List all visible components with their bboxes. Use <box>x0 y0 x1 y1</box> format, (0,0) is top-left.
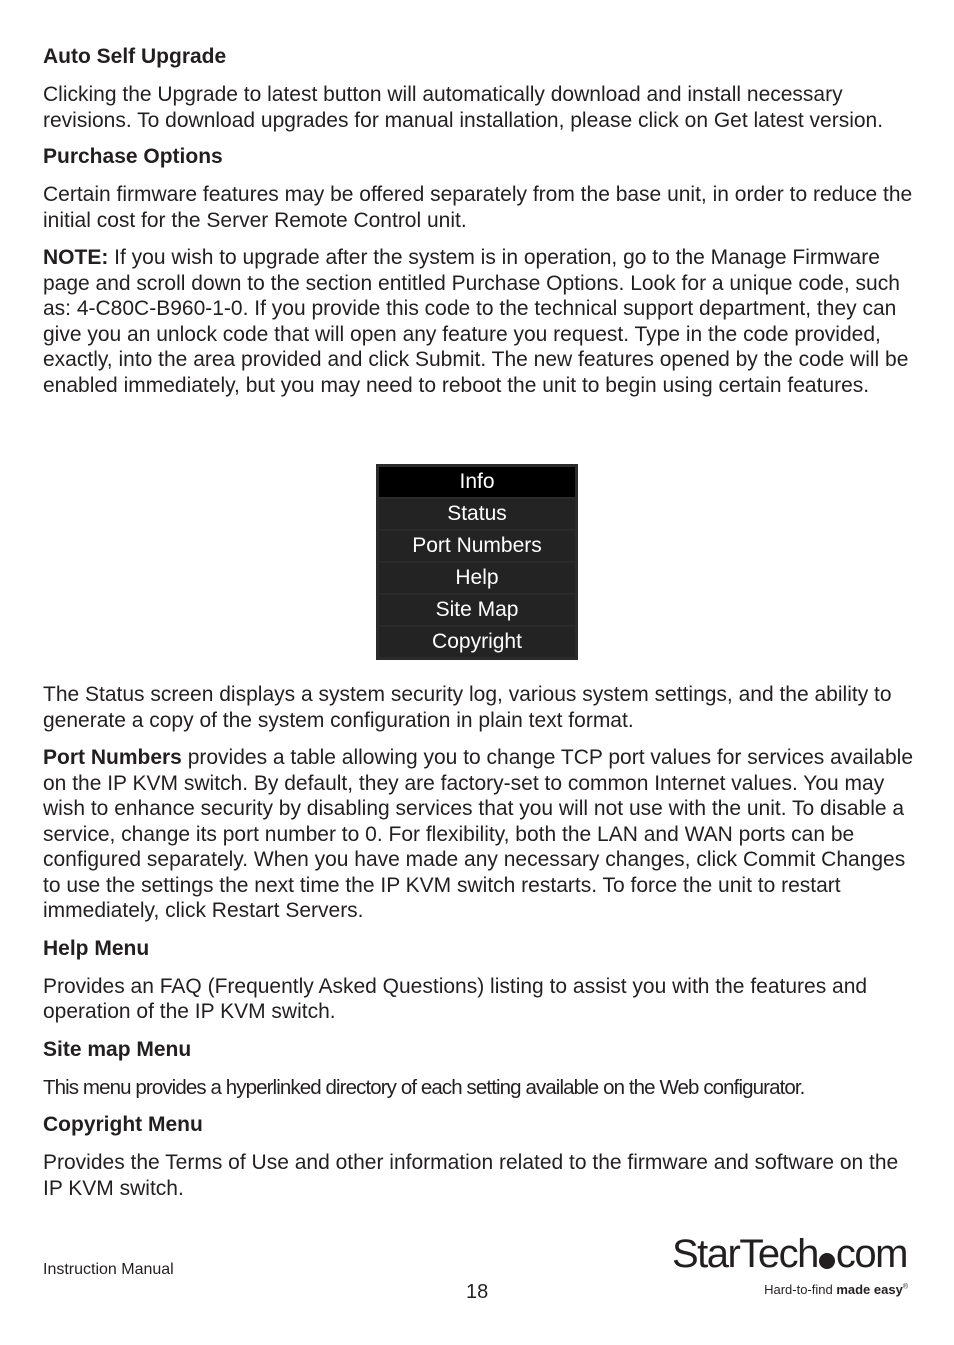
page-number: 18 <box>466 1281 489 1303</box>
logo-wordmark <box>672 1232 907 1276</box>
site-map-paragraph: This menu provides a hyperlinked directory of each setting available on the Web configurator. <box>43 1075 805 1099</box>
logo-dot-icon <box>819 1253 835 1269</box>
tagline-part-b: made easy <box>836 1282 903 1297</box>
lower-content <box>43 682 913 1201</box>
auto-upgrade-paragraph: Clicking the Upgrade to latest button will automatically download and install necessary revisions. To download upgrades for manual installation, please click on Get latest version. <box>43 83 884 132</box>
menu-item-status[interactable]: Status <box>379 499 575 529</box>
port-numbers-label: Port Numbers <box>43 746 182 769</box>
footer-manual-label: Instruction Manual <box>43 1261 174 1278</box>
heading-help-menu: Help Menu <box>43 936 150 960</box>
purchase-paragraph: Certain firmware features may be offered separately from the base unit, in order to reduce the initial cost for the Server Remote Control unit. <box>43 183 913 232</box>
help-paragraph: Provides an FAQ (Frequently Asked Questions) listing to assist you with the features and operation of the IP KVM switch. <box>43 974 868 1023</box>
startech-logo <box>672 1232 912 1302</box>
registered-mark: ® <box>902 1283 908 1291</box>
copyright-paragraph: Provides the Terms of Use and other information related to the firmware and software on the IP KVM switch. <box>43 1151 899 1200</box>
note-paragraph <box>43 245 913 398</box>
note-text: If you wish to upgrade after the system is in operation, go to the Manage Firmware page and scroll down to the section entitled Purchase Options. Look for a unique code, such as: 4-C80C-B960-1-0. If you provide this code to the technical support department, they can give you an unlock code that will open any feature you request. Type in the code provided, exactly, into the area provided and click Submit. The new features opened by the code will be enabled immediately, but you may need to reboot the unit to begin using certain features. <box>43 246 909 397</box>
logo-tagline <box>764 1282 908 1297</box>
logo-word-start: StarTech <box>672 1232 818 1276</box>
logo-word-end: com <box>835 1232 907 1276</box>
menu-item-copyright[interactable]: Copyright <box>379 627 575 657</box>
port-numbers-paragraph <box>43 745 913 924</box>
status-paragraph: The Status screen displays a system security log, various system settings, and the ability to generate a copy of the system configuration in plain text format. <box>43 683 892 732</box>
tagline-part-a: Hard-to-find <box>764 1282 837 1297</box>
heading-copyright-menu: Copyright Menu <box>43 1113 203 1136</box>
menu-item-help[interactable]: Help <box>379 563 575 593</box>
heading-site-map-menu: Site map Menu <box>43 1037 192 1061</box>
menu-item-info[interactable]: Info <box>379 467 575 497</box>
heading-auto-self-upgrade: Auto Self Upgrade <box>43 45 227 68</box>
note-label: NOTE: <box>43 246 109 269</box>
heading-purchase-options: Purchase Options <box>43 145 223 168</box>
nav-menu <box>376 464 578 660</box>
menu-item-site-map[interactable]: Site Map <box>379 595 575 625</box>
page-content <box>43 44 913 398</box>
menu-item-port-numbers[interactable]: Port Numbers <box>379 531 575 561</box>
port-numbers-text: provides a table allowing you to change TCP port values for services available on the IP KVM switch. By default, they are factory-set to common Internet values. You may wish to enhance security by disabling services that you will not use with the unit. To disable a service, change its port number to 0. For flexibility, both the LAN and WAN ports can be configured separately. When you have made any necessary changes, click Commit Changes to use the settings the next time the IP KVM switch restarts. To force the unit to restart immediately, click Restart Servers. <box>43 746 913 922</box>
